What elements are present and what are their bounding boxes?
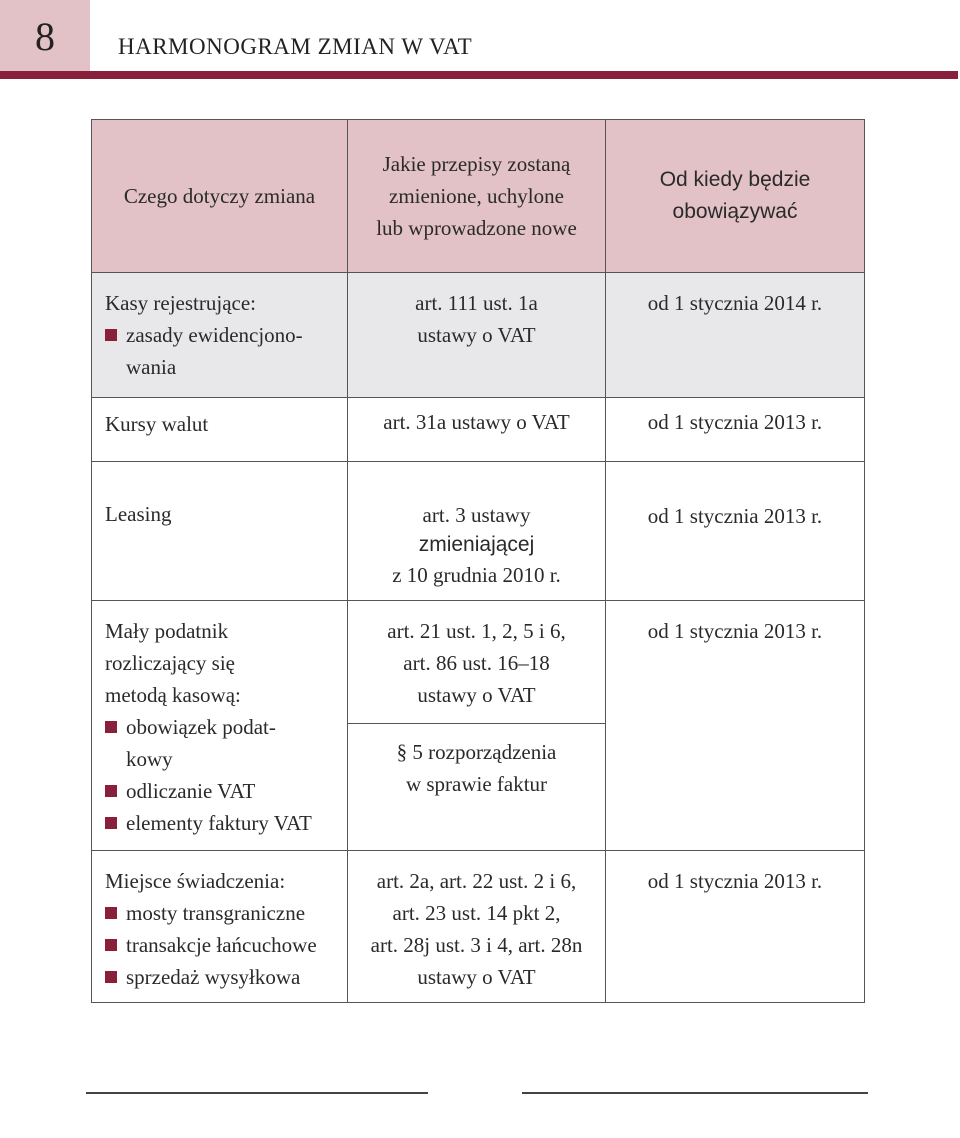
effective-cell <box>606 601 865 851</box>
header-cell-effective <box>606 120 865 273</box>
subject-line: rozliczający się <box>105 651 235 675</box>
bullet-item <box>105 897 337 929</box>
bullet-square-icon <box>105 721 117 733</box>
bullet-item <box>105 775 337 807</box>
page-number: 8 <box>35 13 55 59</box>
header-cell-subject <box>92 120 348 273</box>
table-row <box>92 462 865 601</box>
effective-date: od 1 stycznia 2013 r. <box>647 410 823 434</box>
table-header-row <box>92 120 865 273</box>
bullet-text: obowiązek podat- <box>126 715 276 739</box>
page-title: HARMONOGRAM ZMIAN W VAT <box>118 34 473 59</box>
header-provisions-line: lub wprowadzone nowe <box>376 216 577 240</box>
effective-date: od 1 stycznia 2013 r. <box>647 869 823 893</box>
effective-cell <box>606 398 865 462</box>
effective-date: od 1 stycznia 2013 r. <box>647 619 823 643</box>
provisions-cell <box>348 851 606 1003</box>
regulation-block <box>348 724 605 800</box>
subject-title: Leasing <box>105 502 172 526</box>
provision-line: art. 86 ust. 16–18 <box>403 651 550 675</box>
bullet-square-icon <box>105 939 117 951</box>
provision-line: art. 21 ust. 1, 2, 5 i 6, <box>387 619 566 643</box>
bullet-item <box>105 807 337 839</box>
bullet-continuation: kowy <box>126 747 173 771</box>
effective-date: od 1 stycznia 2014 r. <box>647 291 823 315</box>
bullet-item <box>105 319 337 351</box>
bullet-item <box>105 711 337 743</box>
table-row <box>92 398 865 462</box>
bullet-text: zasady ewidencjono- <box>126 323 303 347</box>
subject-title: Miejsce świadczenia: <box>105 869 286 893</box>
effective-date: od 1 stycznia 2013 r. <box>647 504 823 528</box>
subject-cell <box>92 851 348 1003</box>
table-row <box>92 601 865 851</box>
provisions-cell <box>348 273 606 398</box>
header-subject-text: Czego dotyczy zmiana <box>123 184 316 208</box>
bullet-square-icon <box>105 907 117 919</box>
bullet-text: elementy faktury VAT <box>126 811 312 835</box>
provisions-cell <box>348 398 606 462</box>
bullet-text: odliczanie VAT <box>126 779 256 803</box>
footer-rule-left <box>86 1092 428 1094</box>
header-effective-line: Od kiedy będzie <box>659 168 811 191</box>
bullet-square-icon <box>105 329 117 341</box>
subject-title: Kasy rejestrujące: <box>105 291 257 315</box>
provision-line: ustawy o VAT <box>417 965 536 989</box>
bullet-text: transakcje łańcuchowe <box>126 933 317 957</box>
provision-line: zmieniającej <box>418 533 535 556</box>
header-cell-provisions <box>348 120 606 273</box>
table-row <box>92 851 865 1003</box>
provision-line: art. 111 ust. 1a <box>415 291 538 315</box>
footer-rule-right <box>522 1092 868 1094</box>
bullet-text: sprzedaż wysyłkowa <box>126 965 301 989</box>
provisions-cell <box>348 462 606 601</box>
bullet-square-icon <box>105 971 117 983</box>
provision-line: art. 28j ust. 3 i 4, art. 28n <box>370 933 583 957</box>
header-rule <box>0 71 958 79</box>
header-effective-line: obowiązywać <box>672 200 798 223</box>
bullet-square-icon <box>105 817 117 829</box>
subject-cell <box>92 273 348 398</box>
header-provisions-line: zmienione, uchylone <box>389 184 564 208</box>
bullet-text: mosty transgraniczne <box>126 901 306 925</box>
provision-line: art. 31a ustawy o VAT <box>383 410 570 434</box>
provision-line: w sprawie faktur <box>405 772 548 796</box>
effective-cell <box>606 273 865 398</box>
effective-cell <box>606 462 865 601</box>
subject-cell <box>92 601 348 851</box>
bullet-square-icon <box>105 785 117 797</box>
provisions-cell <box>348 601 606 851</box>
subject-line: metodą kasową: <box>105 683 241 707</box>
header-provisions-line: Jakie przepisy zostaną <box>382 152 571 176</box>
subject-title: Kursy walut <box>105 412 209 436</box>
bullet-item <box>105 961 337 993</box>
schedule-table <box>91 119 865 1003</box>
bullet-item <box>105 929 337 961</box>
provision-line: z 10 grudnia 2010 r. <box>392 563 561 587</box>
provision-line: art. 3 ustawy <box>422 503 531 527</box>
provision-line: ustawy o VAT <box>417 683 536 707</box>
provision-line: art. 23 ust. 14 pkt 2, <box>392 901 561 925</box>
bullet-continuation: wania <box>126 355 177 379</box>
provision-line: § 5 rozporządzenia <box>396 740 557 764</box>
subject-line: Mały podatnik <box>105 619 229 643</box>
provision-line: art. 2a, art. 22 ust. 2 i 6, <box>376 869 577 893</box>
page-number-box <box>0 0 90 72</box>
subject-cell <box>92 462 348 601</box>
subject-cell <box>92 398 348 462</box>
table-row <box>92 273 865 398</box>
provision-line: ustawy o VAT <box>417 323 536 347</box>
effective-cell <box>606 851 865 1003</box>
